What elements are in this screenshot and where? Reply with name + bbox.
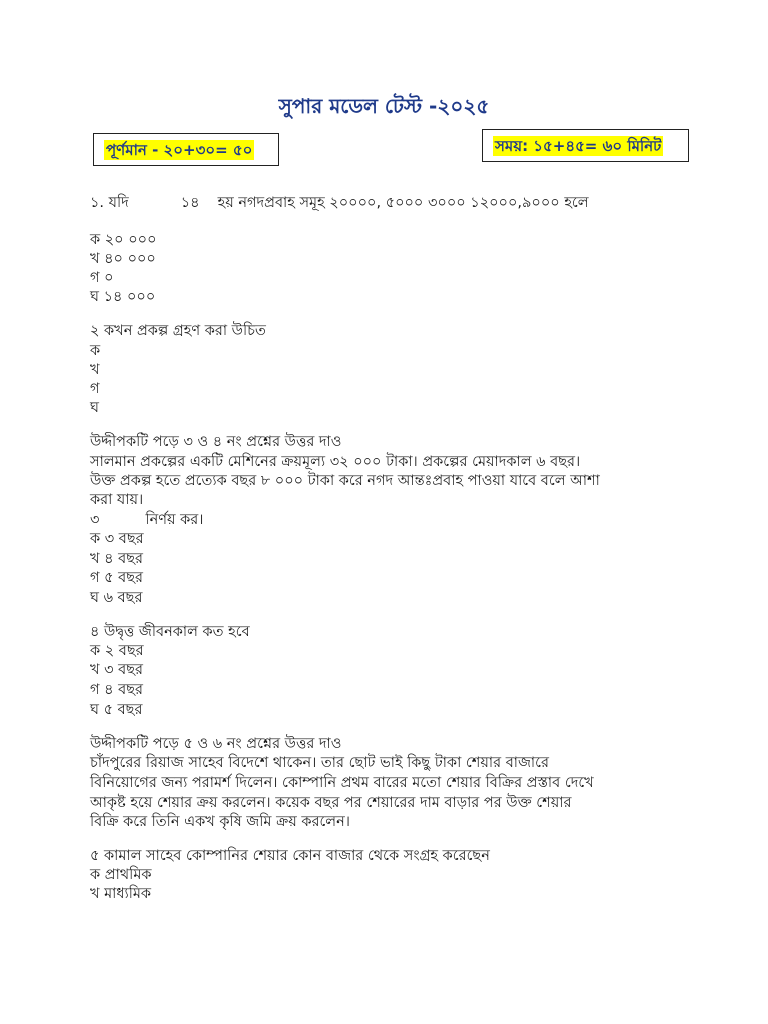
stimulus-2-line: বিনিয়োগের জন্য পরামর্শ দিলেন। কোম্পানি প্রথম বারের মতো শেয়ার বিক্রির প্রস্তাব দেখে [90,775,594,791]
q2-option-c: গ [90,381,100,397]
stimulus-2-line: বিক্রি করে তিনি একখ কৃষি জমি ক্রয় করলেন। [90,814,350,830]
stimulus-2-line: আকৃষ্ট হয়ে শেয়ার ক্রয় করলেন। কয়েক বছর পর শেয়ারের দাম বাড়ার পর উক্ত শেয়ার [90,795,572,811]
q2-option-d: ঘ [90,400,99,416]
q4-option-c: গ ৪ বছর [90,682,143,698]
time-text: সময়: ১৫+৪৫= ৬০ মিনিট [495,136,662,155]
q5-option-a: ক প্রাথমিক [90,867,152,883]
question-1-middle: ১৪ [180,195,200,211]
question-5: ৫ কামাল সাহেব কোম্পানির শেয়ার কোন বাজার থেকে সংগ্রহ করেছেন [90,848,490,864]
question-3 [90,510,203,530]
full-marks-text: পূর্ণমান - ২০+৩০= ৫০ [106,140,253,159]
question-1 [90,193,589,213]
question-3-text: নির্ণয় কর। [145,512,204,528]
q2-option-a: ক [90,343,101,359]
page-title: সুপার মডেল টেস্ট -২০২৫ [278,94,490,118]
q3-option-d: ঘ ৬ বছর [90,590,143,606]
stimulus-2-heading: উদ্দীপকটি পড়ে ৫ ও ৬ নং প্রশ্নের উত্তর দাও [90,736,342,752]
q1-option-c: গ ০ [90,270,114,286]
full-marks-box [93,133,279,166]
question-2: ২ কখন প্রকল্প গ্রহণ করা উচিত [90,323,266,339]
stimulus-1-line: সালমান প্রকল্পের একটি মেশিনের ক্রয়মূল্য ৩২ ০০০ টাকা। প্রকল্পের মেয়াদকাল ৬ বছর। [90,454,581,470]
q1-option-a: ক ২০ ০০০ [90,232,157,248]
question-1-text: হয় নগদপ্রবাহ সমূহ ২০০০০, ৫০০০ ৩০০০ ১২০০০,৯০০০ হলে [217,195,589,211]
q1-option-d: ঘ ১৪ ০০০ [90,289,156,305]
q4-option-b: খ ৩ বছর [90,662,144,678]
time-box [482,129,689,162]
q5-option-b: খ মাধ্যমিক [90,886,152,902]
q1-option-b: খ ৪০ ০০০ [90,251,156,267]
q3-option-a: ক ৩ বছর [90,531,144,547]
q4-option-a: ক ২ বছর [90,643,144,659]
question-1-number: ১. যদি [90,195,129,211]
q3-option-c: গ ৫ বছর [90,570,143,586]
stimulus-1-line: করা যায়। [90,492,144,508]
q2-option-b: খ [90,362,100,378]
question-3-number: ৩ [90,512,100,528]
stimulus-1-line: উক্ত প্রকল্প হতে প্রত্যেক বছর ৮ ০০০ টাকা করে নগদ আন্তঃপ্রবাহ পাওয়া যাবে বলে আশা [90,473,600,489]
q4-option-d: ঘ ৫ বছর [90,702,143,718]
stimulus-2-line: চাঁদপুরের রিয়াজ সাহেব বিদেশে থাকেন। তার ছোট ভাই কিছু টাকা শেয়ার বাজারে [90,755,549,771]
stimulus-1-heading: উদ্দীপকটি পড়ে ৩ ও ৪ নং প্রশ্নের উত্তর দাও [90,434,342,450]
q3-option-b: খ ৪ বছর [90,551,143,567]
question-4: ৪ উদ্বৃত্ত জীবনকাল কত হবে [90,624,250,640]
